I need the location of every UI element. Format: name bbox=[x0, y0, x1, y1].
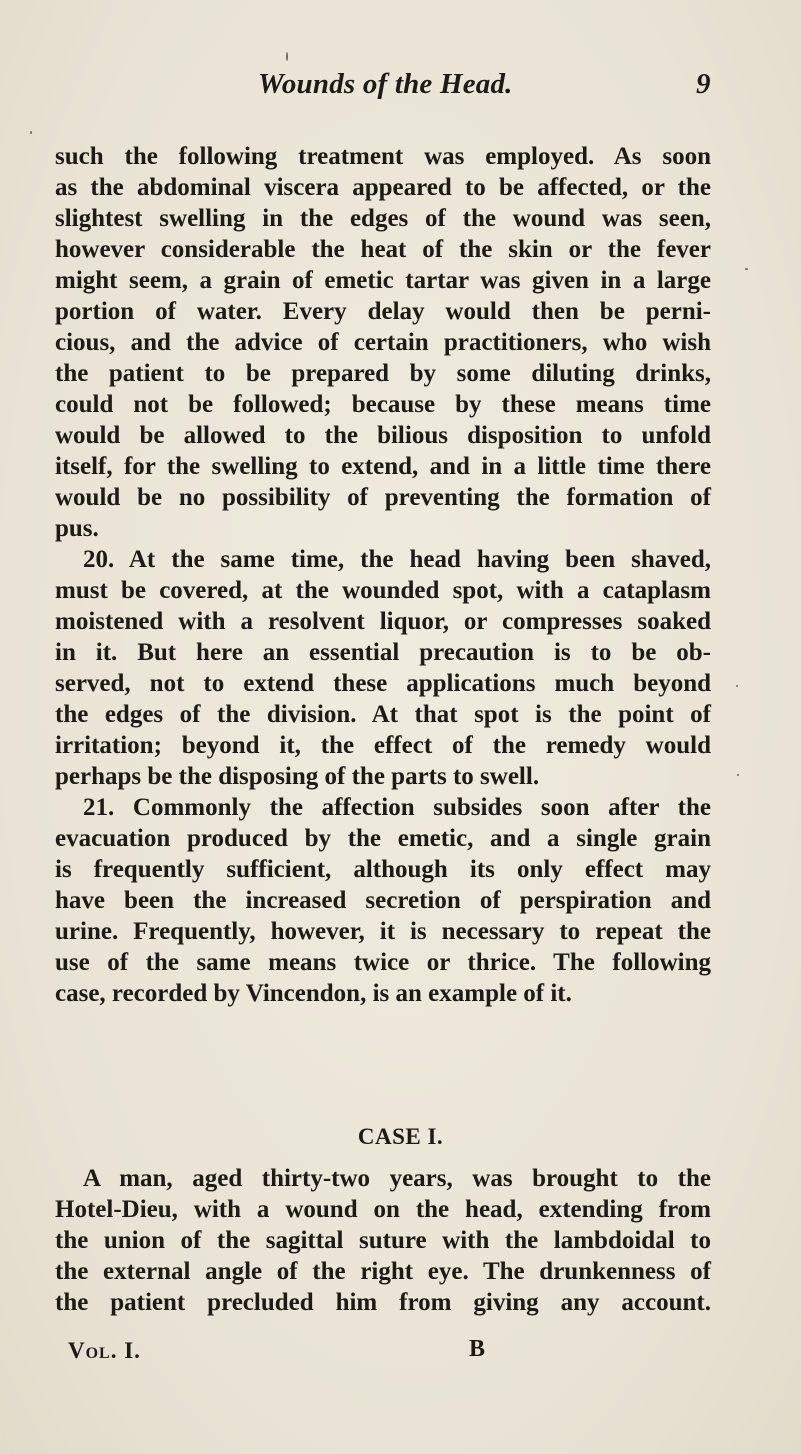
volume-mark: Vol. I. bbox=[68, 1338, 141, 1363]
text-line: perhaps be the disposing of the parts to swell. bbox=[55, 763, 540, 790]
running-head: Wounds of the Head. bbox=[258, 68, 513, 100]
text-line: served, not to extend these applications much beyond bbox=[55, 670, 711, 697]
case-text-line: Hotel-Dieu, with a wound on the head, extending from bbox=[55, 1196, 711, 1223]
paper-speck bbox=[745, 268, 748, 270]
case-text-line: the patient precluded him from giving any account. bbox=[55, 1289, 711, 1316]
text-line: the patient to be prepared by some diluting drinks, bbox=[55, 360, 711, 387]
paper-speck bbox=[286, 52, 288, 61]
signature-mark: B bbox=[469, 1336, 486, 1362]
text-line: the edges of the division. At that spot is the point of bbox=[55, 701, 711, 728]
text-line: however considerable the heat of the skin or the fever bbox=[55, 236, 711, 263]
text-line: would be no possibility of preventing the formation of bbox=[55, 484, 711, 511]
text-line: would be allowed to the bilious disposition to unfold bbox=[55, 422, 711, 449]
text-line: as the abdominal viscera appeared to be affected, or the bbox=[55, 174, 711, 201]
text-line: use of the same means twice or thrice. The following bbox=[55, 949, 711, 976]
text-line: in it. But here an essential precaution is to be ob- bbox=[55, 639, 711, 666]
text-line: portion of water. Every delay would then be perni- bbox=[55, 298, 711, 325]
case-text-line: the union of the sagittal suture with the lambdoidal to bbox=[55, 1227, 711, 1254]
text-line: case, recorded by Vincendon, is an example of it. bbox=[55, 980, 572, 1007]
paper-speck bbox=[736, 685, 738, 687]
case-heading: CASE I. bbox=[357, 1124, 444, 1149]
case-text-line: the external angle of the right eye. The drunkenness of bbox=[55, 1258, 711, 1285]
paper-speck bbox=[737, 774, 739, 776]
text-line: slightest swelling in the edges of the wound was seen, bbox=[55, 205, 711, 232]
text-line: pus. bbox=[55, 515, 99, 542]
text-line: must be covered, at the wounded spot, with a cataplasm bbox=[55, 577, 711, 604]
text-line: itself, for the swelling to extend, and in a little time there bbox=[55, 453, 711, 480]
text-line: such the following treatment was employed. As soon bbox=[55, 143, 711, 170]
text-line: cious, and the advice of certain practitioners, who wish bbox=[55, 329, 711, 356]
text-line: have been the increased secretion of perspiration and bbox=[55, 887, 711, 914]
text-line: irritation; beyond it, the effect of the remedy would bbox=[55, 732, 711, 759]
paragraph-20-start: 20. At the same time, the head having been shaved, bbox=[83, 546, 711, 573]
text-line: might seem, a grain of emetic tartar was given in a large bbox=[55, 267, 711, 294]
text-line: evacuation produced by the emetic, and a single grain bbox=[55, 825, 711, 852]
page-footer bbox=[0, 1338, 801, 1368]
text-line: is frequently sufficient, although its only effect may bbox=[55, 856, 711, 883]
case-text-line: A man, aged thirty-two years, was brought to the bbox=[83, 1165, 711, 1192]
text-line: could not be followed; because by these means time bbox=[55, 391, 711, 418]
page-header bbox=[0, 68, 801, 108]
paper-speck bbox=[30, 131, 32, 134]
text-line: moistened with a resolvent liquor, or compresses soaked bbox=[55, 608, 711, 635]
page-number: 9 bbox=[696, 68, 711, 100]
text-line: urine. Frequently, however, it is necessary to repeat the bbox=[55, 918, 711, 945]
paragraph-21-start: 21. Commonly the affection subsides soon after the bbox=[83, 794, 711, 821]
